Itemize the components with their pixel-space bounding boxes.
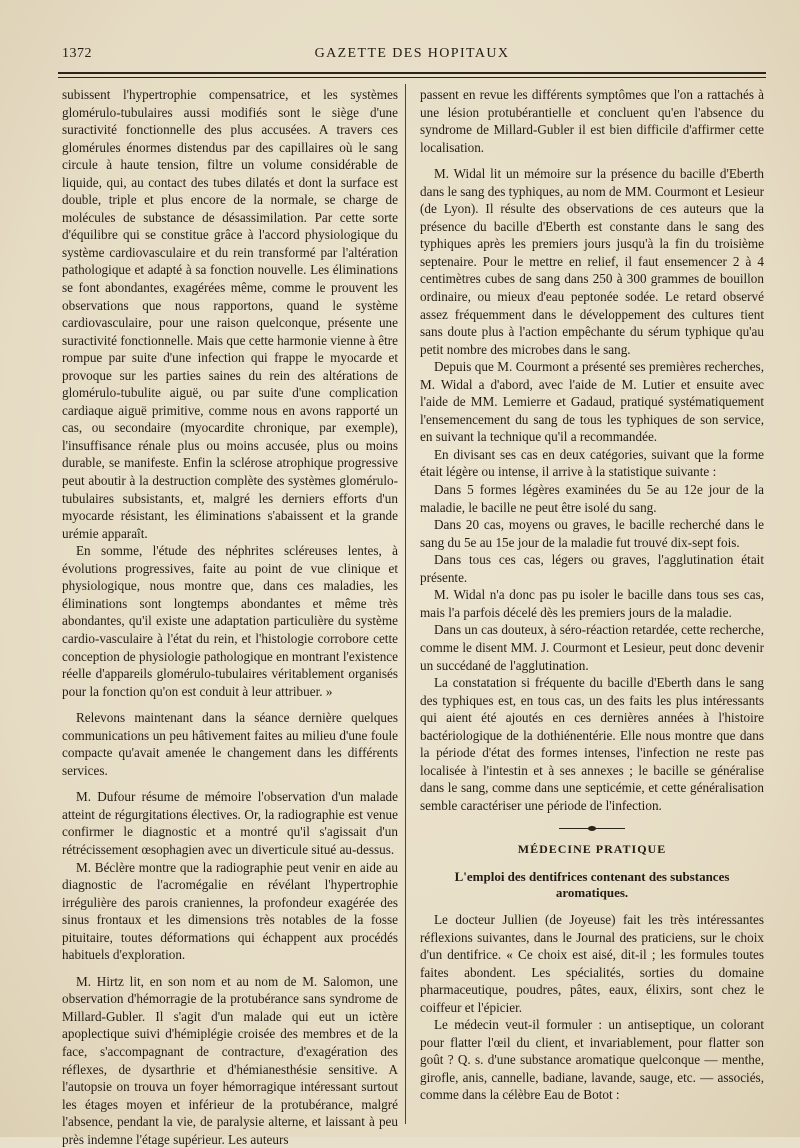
paragraph: M. Dufour résume de mémoire l'observation d'un malade atteint de régurgitations électives. Or, la radiographie est venue confirmer le diagnostic et a montré qu'il s'agissait d'un rétrécissement œsophagien avec un diverticule situé au-dessus. [62,789,398,857]
page-header [58,46,766,66]
paragraph: passent en revue les différents symptômes que l'on a rattachés à une lésion protubérantielle et concluent qu'en l'absence du syndrome de Millard-Gubler il est bien difficile d'affirmer cette localisation. [420,87,764,155]
article-title: L'emploi des dentifrices contenant des substances aromatiques. [454,868,730,900]
paragraph: Depuis que M. Courmont a présenté ses premières recherches, M. Widal a d'abord, avec l'aide de M. Lutier et ensuite avec l'aide de MM. Lemierre et Gadaud, pratiqué systématiquement l'ensemencement du sang de tous les typhiques de son service, en suivant la technique qu'il a recommandée. [420,359,764,445]
paragraph: Dans tous ces cas, légers ou graves, l'agglutination était présente. [420,552,764,585]
paragraph: M. Hirtz lit, en son nom et au nom de M. Salomon, une observation d'hémorragie de la protubérance sans syndrome de Millard-Gubler. Il s'agit d'un malade qui eut un ictère apoplectique suivi d'hémiplégie croisée des membres et de la face, s'accompagnant de contracture, d'exagération des réflexes, de dysarthrie et d'hémianesthésie sensitive. A l'autopsie on trouva un foyer hémorragique intéressant surtout les étages moyen et inférieur de la protubérance, malgré l'absence, pendant la vie, de paralysie alterne, et laissant à peu près indemne l'étage supérieur. Les auteurs [62,973,398,1147]
header-rule [58,72,766,74]
journal-title: GAZETTE DES HOPITAUX [314,46,510,61]
paragraph: Le docteur Jullien (de Joyeuse) fait les très intéressantes réflexions suivantes, dans le Journal des praticiens, sur le choix d'un dentifrice. « Ce choix est aisé, dit-il ; les formules toutes faites abondent. Les spécialités, sorties du domaine pharmaceutique, poudres, pâtes, eaux, élixirs, sont chez le coiffeur et l'épicier. [420,911,764,1015]
section-title: MÉDECINE PRATIQUE [517,842,667,857]
column-divider [405,84,406,1124]
paragraph: Dans un cas douteux, à séro-réaction retardée, cette recherche, comme le disent MM. J. Courmont et Lesieur, peut donc devenir un succédané de l'agglutination. [420,622,764,673]
section-separator [559,828,625,829]
paragraph: Relevons maintenant dans la séance dernière quelques communications un peu hâtivement faites au milieu d'une foule compacte qu'avait amenée le changement dans les différents services. [62,710,398,778]
paragraph: En divisant ses cas en deux catégories, suivant que la forme était légère ou intense, il arrive à la statistique suivante : [420,446,764,480]
right-column [420,86,764,1104]
paragraph: M. Widal lit un mémoire sur la présence du bacille d'Eberth dans le sang des typhiques, au nom de MM. Courmont et Lesieur (de Lyon). Il résulte des observations de ces auteurs que la présence du bacille d'Eberth est constante dans le sang des typhiques après les premiers jours jusqu'à la fin du troisième septenaire. Pour le mettre en relief, il faut ensemencer 2 à 4 centimètres cubes de sang dans 250 à 300 grammes de bouillon ordinaire, ou mieux d'eau peptonée sodée. Le retard observé assez fréquemment dans le développement des cultures tient sans doute plus à l'action empêchante du sérum typhique qu'au petit nombre des microbes dans le sang. [420,166,764,357]
paragraph: M. Widal n'a donc pas pu isoler le bacille dans tous ses cas, mais l'a parfois décelé dès les premiers jours de la maladie. [420,587,764,620]
paragraph: M. Béclère montre que la radiographie peut venir en aide au diagnostic de l'acromégalie en révélant l'hypertrophie irrégulière des parois craniennes, la profondeur exagérée des sinus frontaux et les dimensions très notables de la fosse pituitaire, toutes déformations qui échappent aux procédés habituels d'exploration. [62,859,398,963]
header-rule-thin [58,77,766,78]
left-column [62,86,398,1148]
paragraph: Dans 5 formes légères examinées du 5e au 12e jour de la maladie, le bacille ne peut être isolé du sang. [420,482,764,515]
paragraph: Dans 20 cas, moyens ou graves, le bacille recherché dans le sang du 5e au 15e jour de la maladie fut trouvé dix-sept fois. [420,517,764,550]
page-number: 1372 [62,46,92,61]
paragraph: La constatation si fréquente du bacille d'Eberth dans le sang des typhiques est, en tous cas, un des faits les plus intéressants qui aient été ajoutés en ces dernières années à l'histoire bactériologique de la dothiénentérie. Elle nous montre que dans la période d'état des formes intenses, l'infection ne reste pas localisée à l'intestin et à ses annexes ; le bacille se généralise dans le sang, comme dans une septicémie, et cette généralisation semble caractériser une période de l'infection. [420,675,764,813]
paragraph: subissent l'hypertrophie compensatrice, et les systèmes glomérulo-tubulaires aussi modifiés sont le siège d'une suractivité fonctionnelle des plus accusées. A travers ces glomérules énormes distendus par des capillaires où le sang circule à haute tension, filtre un volume considérable de liquide, qui, au contact des tubes dilatés et dont la surface est double, triple et plus encore de la normale, se charge de molécules de substance de désassimilation. Par cette sorte d'équilibre qui se constitue grâce à l'accord physiologique du système cardiovasculaire et du rein transformé par l'altération pathologique et adapté à sa fonction nouvelle. Les éliminations se font abondantes, exagérées même, comme le prouvent les observations que nous rapportons, quand le système cardiovasculaire, pour une raison quelconque, présente une suractivité fonctionnelle. Mais que cette harmonie vienne à être rompue par suite d'une infection qui frappe le myocarde et provoque sur les parties saines du rein des altérations de glomérulo-tubulite aiguë, ou par suite d'une complication cardiaque aiguë primitive, comme nous en avons rapporté un cas, ou secondaire (myocardite chronique, par exemple), l'insuffisance rénale plus ou moins accusée, plus ou moins durable, se manifeste. Enfin la sclérose atrophique progressive peut aboutir à la destruction complète des systèmes glomérulo-tubulaires subsistants, et, malgré les derniers efforts d'un myocarde résistant, les éliminations s'abaissent et la grande urémie apparaît. [62,87,398,541]
paragraph: En somme, l'étude des néphrites scléreuses lentes, à évolutions progressives, faite au point de vue clinique et physiologique, nous montre que, dans ces maladies, les éliminations sont longtemps abondantes et même très abondantes, qu'il existe une adaptation particulière du système cardio-vasculaire à l'état du rein, et l'histologie corrobore cette conception de physiologie pathologique en montrant l'existence réelle d'appareils glomérulo-tubulaires véritablement organisés pour la fonction qu'on est conduit à leur attribuer. » [62,543,398,699]
paragraph: Le médecin veut-il formuler : un antiseptique, un colorant pour flatter l'œil du client, et invariablement, pour flatter son goût ? Q. s. d'une substance aromatique quelconque — menthe, girofle, anis, cannelle, badiane, lavande, sauge, etc. — associés, comme dans la célèbre Eau de Botot : [420,1017,764,1103]
